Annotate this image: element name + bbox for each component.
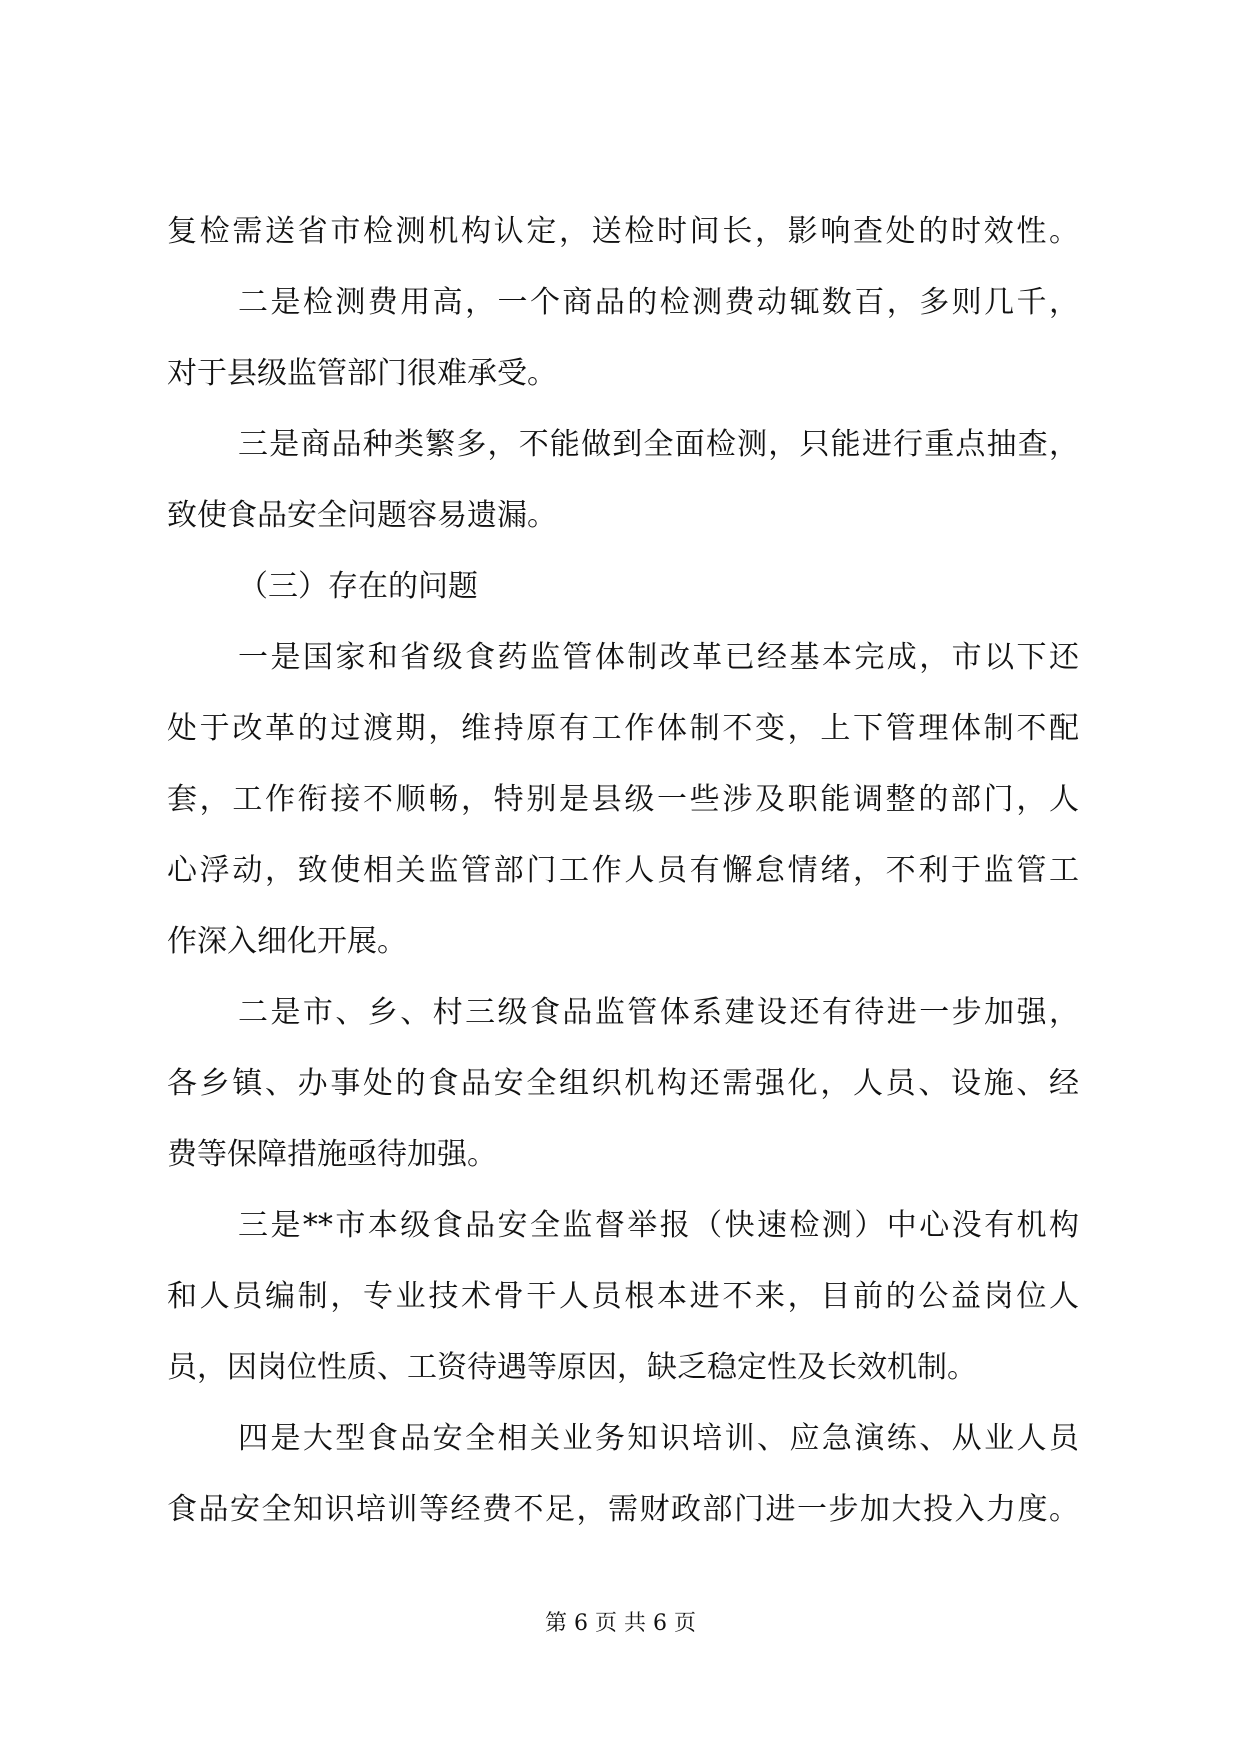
paragraph-line: 心浮动，致使相关监管部门工作人员有懈怠情绪，不利于监管工 xyxy=(167,853,1079,888)
section-heading: （三）存在的问题 xyxy=(238,569,478,604)
paragraph-line: 致使食品安全问题容易遗漏。 xyxy=(167,498,557,533)
paragraph-line: 二是检测费用高，一个商品的检测费动辄数百，多则几千， xyxy=(238,285,1079,320)
paragraph-line: 作深入细化开展。 xyxy=(167,924,407,959)
paragraph-line: 二是市、乡、村三级食品监管体系建设还有待进一步加强， xyxy=(238,995,1079,1030)
paragraph-line: 四是大型食品安全相关业务知识培训、应急演练、从业人员 xyxy=(238,1421,1079,1456)
paragraph-line: 套，工作衔接不顺畅，特别是县级一些涉及职能调整的部门，人 xyxy=(167,782,1079,817)
paragraph-line: 处于改革的过渡期，维持原有工作体制不变，上下管理体制不配 xyxy=(167,711,1079,746)
paragraph-line: 复检需送省市检测机构认定，送检时间长，影响查处的时效性。 xyxy=(167,214,1079,249)
paragraph-line: 对于县级监管部门很难承受。 xyxy=(167,356,557,391)
paragraph-line: 费等保障措施亟待加强。 xyxy=(167,1137,497,1172)
paragraph-line: 各乡镇、办事处的食品安全组织机构还需强化，人员、设施、经 xyxy=(167,1066,1079,1101)
paragraph-line: 一是国家和省级食药监管体制改革已经基本完成，市以下还 xyxy=(238,640,1079,675)
paragraph-line: 和人员编制，专业技术骨干人员根本进不来，目前的公益岗位人 xyxy=(167,1279,1079,1314)
paragraph-line: 三是商品种类繁多，不能做到全面检测，只能进行重点抽查， xyxy=(238,427,1079,462)
paragraph-line: 食品安全知识培训等经费不足，需财政部门进一步加大投入力度。 xyxy=(167,1492,1079,1527)
paragraph-line: 三是**市本级食品安全监督举报（快速检测）中心没有机构 xyxy=(238,1208,1079,1243)
paragraph-line: 员，因岗位性质、工资待遇等原因，缺乏稳定性及长效机制。 xyxy=(167,1350,977,1385)
page-footer: 第 6 页 共 6 页 xyxy=(545,1611,696,1636)
